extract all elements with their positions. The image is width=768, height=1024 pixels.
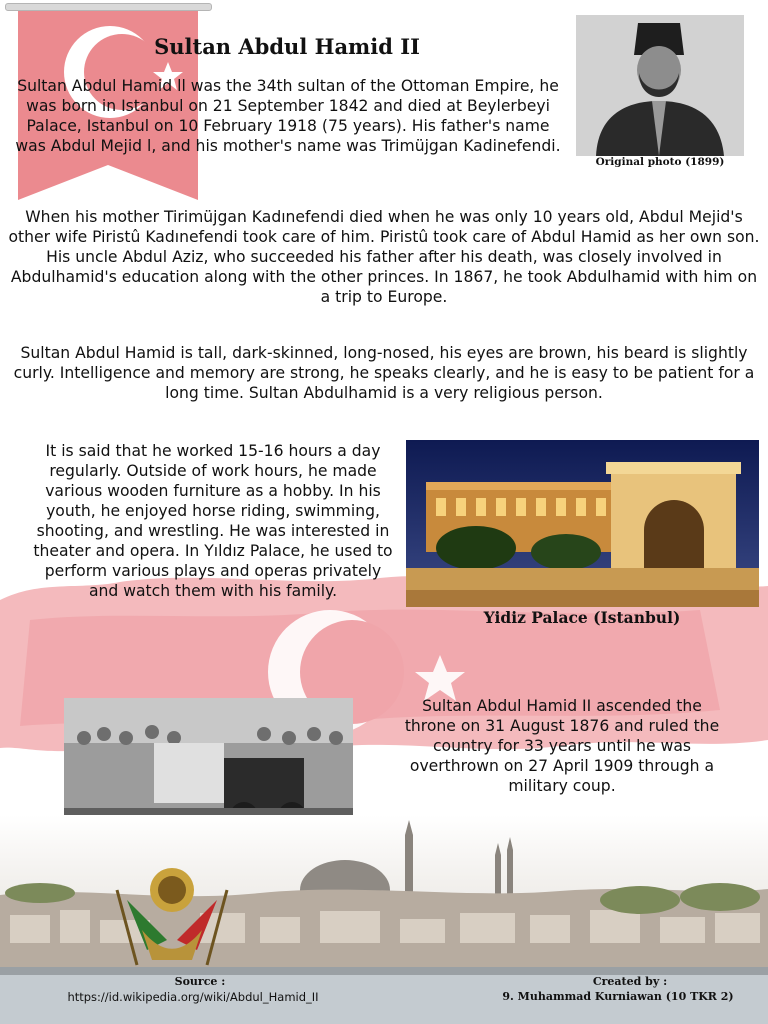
created-by-label: Created by : xyxy=(592,975,668,988)
yildiz-palace-photo xyxy=(406,440,759,607)
portrait-caption: Original photo (1899) xyxy=(595,156,725,168)
reign-paragraph: Sultan Abdul Hamid II ascended the throne on 31 August 1876 and ruled the country for 33 years until he was overthrown on 27 April 1909 through a military coup. xyxy=(404,697,720,795)
sultan-carriage-photo xyxy=(64,698,353,833)
palace-caption: Yidiz Palace (Istanbul) xyxy=(483,608,681,627)
habits-paragraph: It is said that he worked 15-16 hours a day regularly. Outside of work hours, he made various wooden furniture as a hobby. In his youth, he enjoyed horse riding, swimming, shooting, and wrestling. He was interested in theater and opera. In Yıldız Palace, he used to perform various plays and operas privately and watch them with his family. xyxy=(33,442,393,600)
author-name: 9. Muhammad Kurniawan (10 TKR 2) xyxy=(502,990,734,1003)
childhood-paragraph: When his mother Tirimüjgan Kadınefendi died when he was only 10 years old, Abdul Mejid's other wife Piristû Kadınefendi took care of him. Piristû took care of Abdul Hamid as her own son. His uncle Abdul Aziz, who succeeded his father after his death, was closely involved in Abdulhamid's education along with the other princes. In 1867, he took Abdulhamid with him on a trip to Europe. xyxy=(8,208,760,306)
banner-rod xyxy=(5,3,212,11)
source-link[interactable]: https://id.wikipedia.org/wiki/Abdul_Hamid_II xyxy=(67,990,319,1004)
intro-paragraph: Sultan Abdul Hamid ll was the 34th sultan of the Ottoman Empire, he was born in Istanbul on 21 September 1842 and died at Beylerbeyi Palace, Istanbul on 10 February 1918 (75 years). His father's name was Abdul Mejid l, and his mother's name was Trimüjgan Kadinefendi. xyxy=(15,77,561,155)
appearance-paragraph: Sultan Abdul Hamid is tall, dark-skinned, long-nosed, his eyes are brown, his beard is slightly curly. Intelligence and memory are strong, he speaks clearly, and he is easy to be patient for a long time. Sultan Abdulhamid is a very religious person. xyxy=(13,344,755,402)
page-title: Sultan Abdul Hamid II xyxy=(154,34,420,59)
source-label: Source : xyxy=(174,975,226,988)
sultan-portrait-photo xyxy=(576,15,744,156)
